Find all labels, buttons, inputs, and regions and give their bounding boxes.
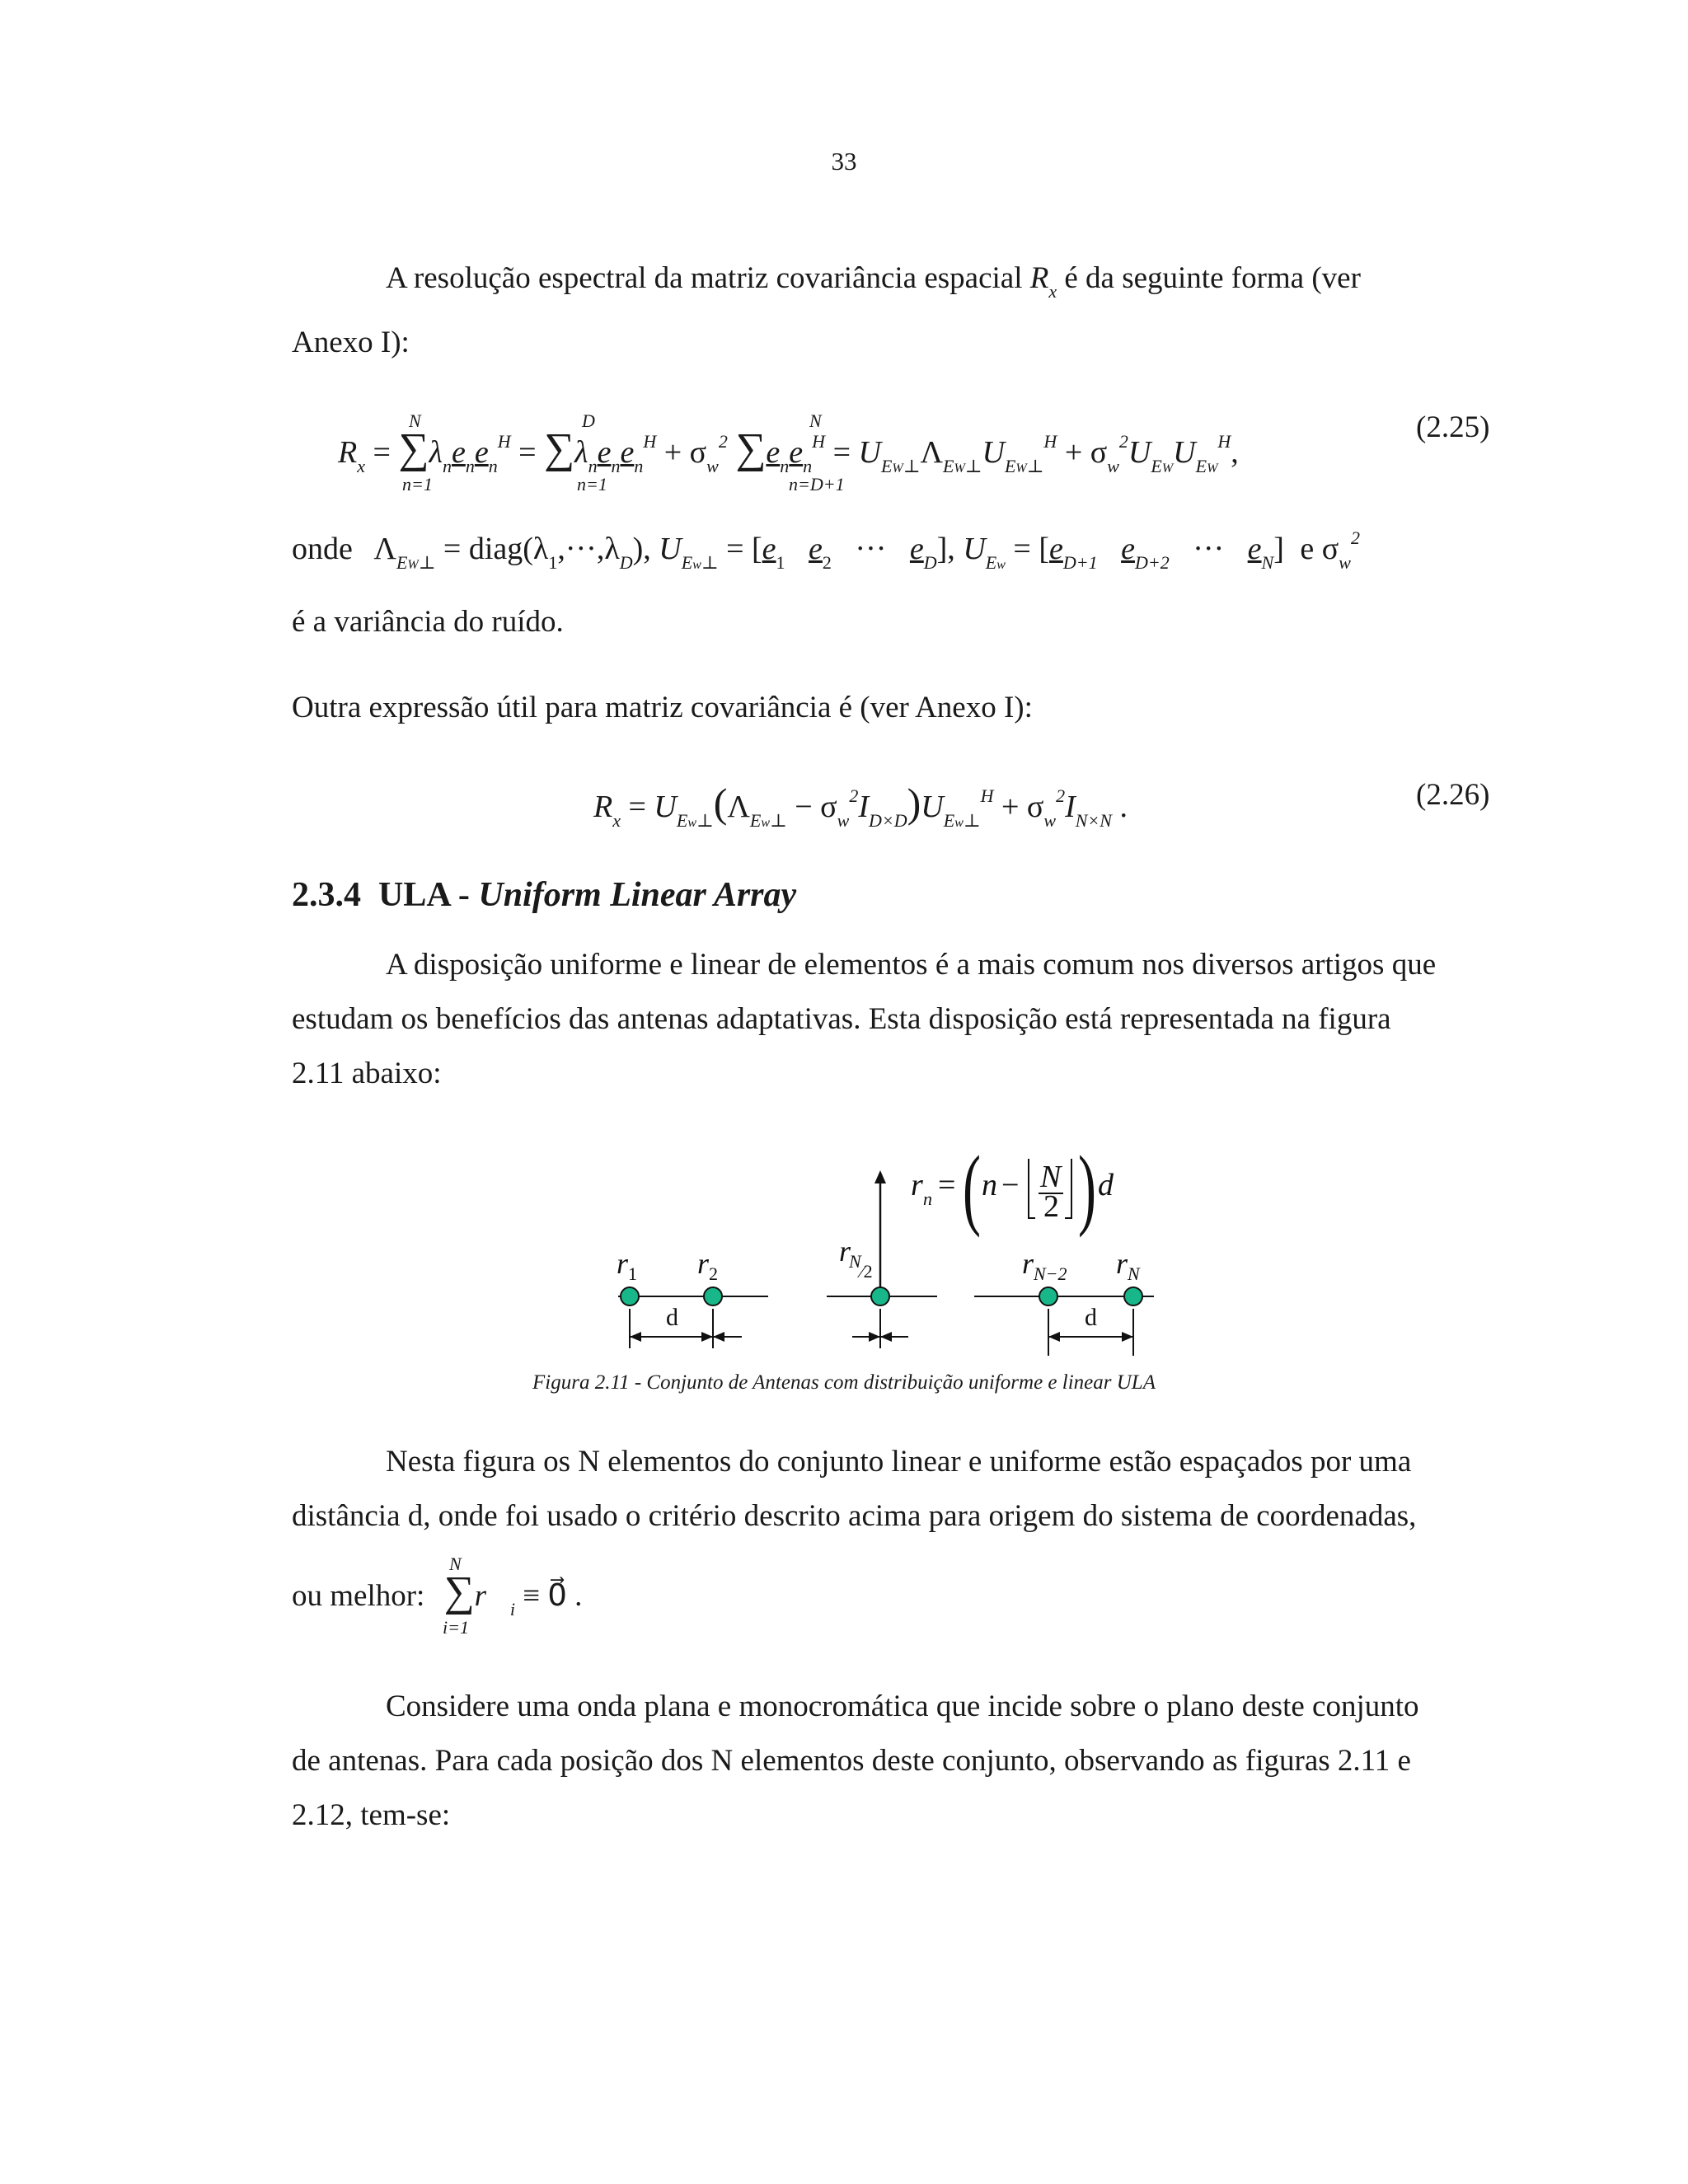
svg-text:r: r — [1116, 1247, 1128, 1280]
svg-text:2: 2 — [709, 1263, 718, 1284]
equation-2-25: $R_x = \sum\lambda_ne_ne_n^H = \sum\lambda_ne_ne_n^H + \sigma_w^2$ $\sum e_ne_n^H = U_{EW\perp}\Lambda_{EW\perp}U_{EW\perp}^H + \sigma_w^2U_{EW}U_{EW}^H$, — [338, 425, 1239, 476]
p4-line1: Nesta figura os N elementos do conjunto linear e uniforme estão espaçados por uma — [386, 1445, 1412, 1479]
paragraph-1 — [292, 251, 1469, 309]
heading-title: Uniform Linear Array — [478, 876, 797, 914]
svg-text:1: 1 — [628, 1263, 637, 1284]
antenna-element-2 — [704, 1287, 722, 1305]
onde-tail: é a variância do ruído. — [292, 605, 564, 639]
equation-2-26: $R_x = U_{Ew\perp}(\Lambda_{Ew\perp} - \sigma_w^2I_{D\times D})U_{Ew\perp}^H + \sigma_w^2I_{N\times N}$ . — [593, 780, 1128, 831]
svg-text:d: d — [1098, 1168, 1114, 1202]
paragraph-2: Outra expressão útil para matriz covariância é (ver Anexo I): — [292, 691, 1033, 724]
svg-text:⁄2: ⁄2 — [860, 1261, 873, 1282]
svg-text:=: = — [938, 1168, 956, 1202]
ula-figure — [577, 1129, 1187, 1368]
equation-number-2-25: (2.25) — [1416, 410, 1490, 444]
svg-text:n: n — [923, 1188, 932, 1209]
antenna-element-n-2 — [1039, 1287, 1057, 1305]
svg-text:r: r — [697, 1247, 710, 1280]
p5-line2: de antenas. Para cada posição dos N elementos deste conjunto, observando as figuras 2.11 e — [292, 1744, 1411, 1778]
position-formula — [911, 1137, 1114, 1238]
svg-text:N: N — [1040, 1160, 1062, 1194]
figure-caption: Figura 2.11 - Conjunto de Antenas com distribuição uniforme e linear ULA — [532, 1371, 1156, 1394]
spacing-dimension-center — [852, 1309, 908, 1348]
spacing-dimension-left — [630, 1309, 742, 1348]
svg-text:r: r — [911, 1168, 923, 1202]
spacing-label-right: d — [1085, 1304, 1097, 1331]
svg-text:r: r — [617, 1247, 629, 1280]
heading-prefix: ULA - — [378, 876, 470, 914]
svg-text:N−2: N−2 — [1034, 1263, 1067, 1284]
svg-text:r: r — [1022, 1247, 1034, 1280]
p5-line1: Considere uma onda plana e monocromática que incide sobre o plano deste conjunto — [386, 1690, 1419, 1723]
element-labels — [617, 1235, 1141, 1284]
onde-line: onde $\Lambda_{EW\perp}$ = $diag(\lambda_1,\cdot\cdot\cdot,\lambda_D)$, $U_{Ew\perp} = [e_1$ $e_2$ ··· $e_D$], $U_{Ew} = [e_{D+1}$ $e_{D+2}$ ··· $e_N$] e $\sigma_w^2$ — [292, 527, 1360, 573]
heading-number: 2.3.4 — [292, 876, 361, 914]
p5-line3: 2.12, tem-se: — [292, 1798, 451, 1832]
svg-text:−: − — [1001, 1168, 1020, 1202]
svg-text:N: N — [1128, 1263, 1140, 1284]
p4-line2: distância d, onde foi usado o critério descrito acima para origem do sistema de coordenadas, — [292, 1499, 1417, 1533]
svg-text:N: N — [849, 1251, 861, 1272]
p1-text: A resolução espectral da matriz covariância espacial $R_x$ é da seguinte forma (ver — [386, 261, 1361, 302]
p1-line2: Anexo I): — [292, 326, 410, 359]
equation-number-2-26: (2.26) — [1416, 778, 1490, 812]
antenna-element-center — [871, 1287, 889, 1305]
spacing-label-left: d — [666, 1304, 678, 1331]
ou-melhor: ou melhor: — [292, 1579, 425, 1613]
svg-text:): ) — [1078, 1137, 1096, 1239]
svg-text:r: r — [839, 1235, 851, 1268]
antenna-element-n — [1124, 1287, 1142, 1305]
antenna-element-1 — [621, 1287, 639, 1305]
svg-text:n: n — [982, 1168, 997, 1202]
axis-arrowhead — [874, 1170, 886, 1183]
onde-word: onde — [292, 532, 353, 566]
svg-text:2: 2 — [1043, 1189, 1059, 1224]
p4-line3: ou melhor: $\sum r⃗_i$ ≡ 0⃗ . — [292, 1568, 583, 1619]
p3-line3: 2.11 abaixo: — [292, 1057, 442, 1090]
page-number: 33 — [831, 147, 857, 176]
p3-line1: A disposição uniforme e linear de elementos é a mais comum nos diversos artigos que — [386, 948, 1437, 982]
p3-line2: estudam os benefícios das antenas adaptativas. Esta disposição está representada na figura — [292, 1002, 1391, 1036]
svg-text:(: ( — [963, 1137, 981, 1239]
section-heading — [292, 875, 796, 915]
